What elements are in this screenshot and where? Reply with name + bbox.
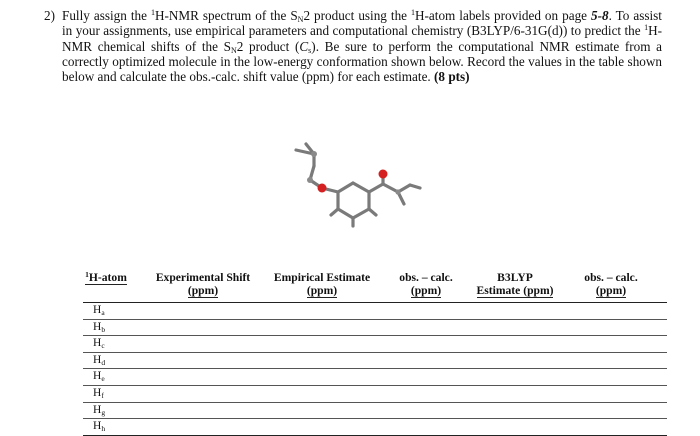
table-body [83, 303, 667, 436]
table-row [83, 419, 667, 436]
header-obs-calc-empirical: obs. – calc. (ppm) [399, 271, 453, 297]
h-atom-label: $H_g$ [93, 403, 106, 417]
header-b3lyp-estimate: B3LYP Estimate (ppm) [476, 271, 554, 297]
h-atom-label: $H_c$ [93, 337, 105, 351]
table-header [83, 270, 667, 303]
question-number: 2) [44, 8, 55, 23]
table-row [83, 369, 667, 386]
h-atom-label: $H_h$ [93, 420, 106, 434]
nmr-table [83, 270, 667, 436]
question-text: Fully assign the $^1$H-NMR spectrum of the $S_N2$ product using the $^1$H-atom labels provided on page 5-8. To assist in your assignments, use empirical parameters and computational chemistry (B3LYP/6-31G(d)) to predict the $^1$H-NMR chemical shifts of the $S_N2$ product $(C_s)$. Be sure to perform the computational NMR estimate from a correctly optimized molecule in the low-energy conformation shown below. Record the values in the table shown below and calculate the obs.-calc. shift value (ppm) for each estimate. (8 pts) [62, 8, 662, 85]
h-atom-label: $H_e$ [93, 370, 105, 384]
header-empirical-estimate: Empirical Estimate (ppm) [273, 271, 371, 297]
table-row [83, 303, 667, 320]
header-obs-calc-b3lyp: obs. – calc. (ppm) [584, 271, 638, 297]
h-atom-label: $H_d$ [93, 353, 106, 367]
atom-spheres [307, 151, 401, 195]
table-row [83, 403, 667, 420]
header-experimental-shift: Experimental Shift (ppm) [155, 271, 251, 297]
table-row [83, 353, 667, 370]
h-atom-label: $H_b$ [93, 320, 106, 334]
h-atom-label: $H_a$ [93, 304, 105, 317]
header-h-atom: $^1$H-atom [85, 270, 127, 284]
molecule-model-image [270, 138, 430, 248]
table-row [83, 336, 667, 353]
question-block [44, 8, 662, 85]
h-atom-label: $H_f$ [93, 386, 104, 400]
table-row [83, 386, 667, 403]
table-row [83, 320, 667, 337]
